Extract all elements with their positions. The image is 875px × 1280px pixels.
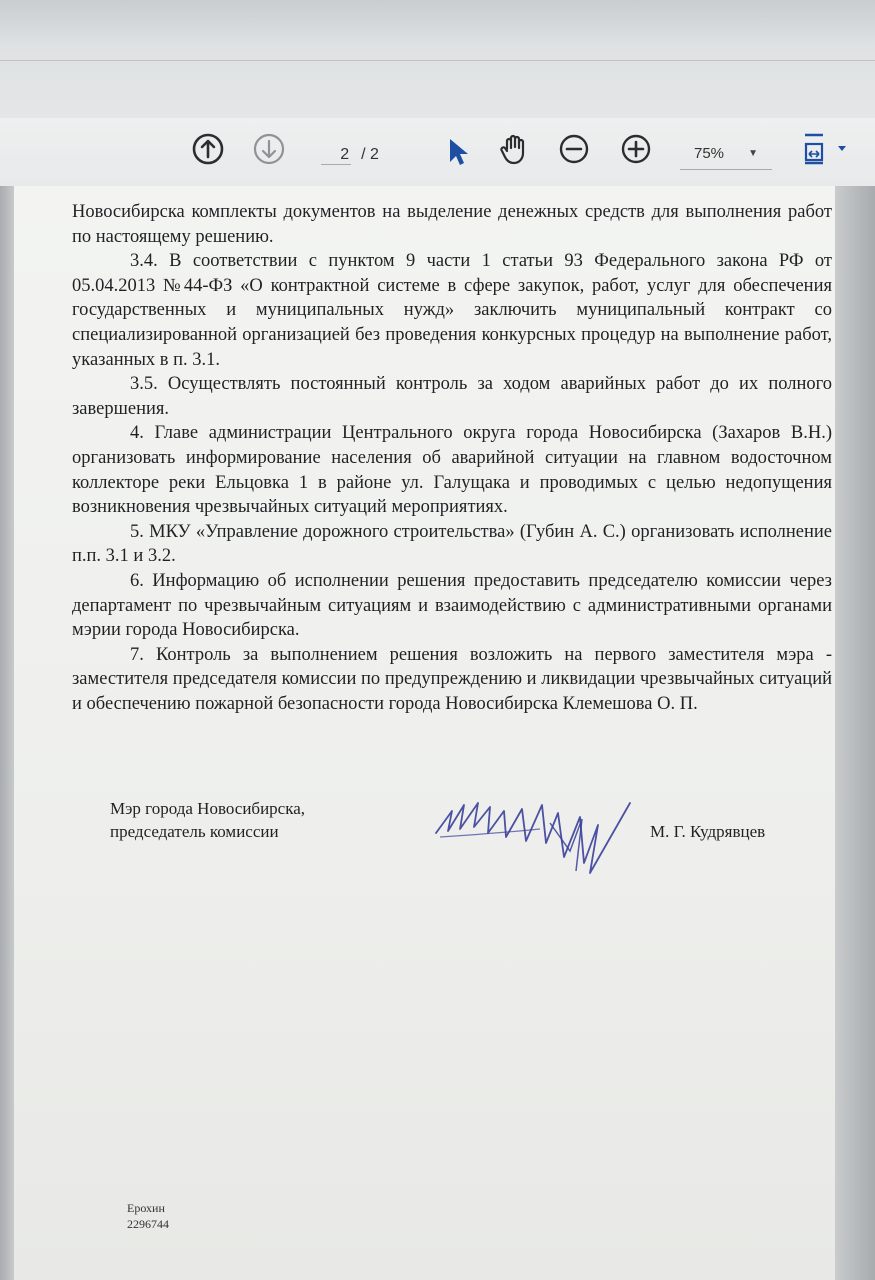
paragraph: 3.5. Осуществлять постоянный контроль за ходом аварийных работ до их полного завершения. — [72, 374, 832, 419]
executor-name: Ерохин — [127, 1201, 165, 1215]
signatory-name: М. Г. Кудрявцев — [650, 822, 766, 841]
paragraph: 6. Информацию об исполнении решения предоставить председателю комиссии через департамент по чрезвычайным ситуациям и взаимодействию с административными органами мэрии города Новосибирска. — [72, 570, 832, 641]
plus-circle-icon — [619, 132, 653, 166]
zoom-value: 75% — [694, 145, 725, 162]
signatory-title-line: председатель комиссии — [110, 822, 279, 841]
chevron-down-icon: ▼ — [748, 148, 758, 159]
zoom-out-button[interactable] — [557, 132, 591, 166]
viewer-scrollbar-area[interactable] — [835, 186, 875, 1280]
fit-page-button[interactable] — [799, 132, 851, 166]
hand-tool-button[interactable] — [498, 132, 532, 166]
top-gap — [0, 0, 875, 118]
next-page-button[interactable] — [252, 132, 286, 166]
page-indicator — [315, 140, 385, 170]
fit-page-icon — [799, 132, 851, 166]
executor-phone: 2296744 — [127, 1217, 169, 1231]
zoom-in-button[interactable] — [619, 132, 653, 166]
divider — [0, 60, 875, 61]
document-body — [72, 200, 832, 716]
paragraph: 3.4. В соответствии с пунктом 9 части 1 статьи 93 Федерального закона РФ от 05.04.2013 №44-ФЗ «О контрактной системе в сфере закупок, работ, услуг для обеспечения государственных и муниципальных нужд» заключить муниципальный контракт со специализированной организацией без проведения конкурсных процедур на выполнение работ, указанных в п. 3.1. — [72, 251, 832, 370]
signatory-title — [110, 797, 370, 843]
page-number-input[interactable] — [321, 146, 351, 165]
minus-circle-icon — [557, 132, 591, 166]
page-total: / 2 — [361, 146, 379, 163]
arrow-pointer-icon — [440, 134, 474, 168]
handwritten-signature — [430, 793, 640, 883]
zoom-dropdown[interactable] — [680, 138, 772, 170]
executor-note — [127, 1200, 169, 1232]
arrow-down-circle-icon — [252, 132, 286, 166]
paragraph: 5. МКУ «Управление дорожного строительства» (Губин А. С.) организовать исполнение п.п. 3.1 и 3.2. — [72, 521, 832, 567]
signatory-title-line: Мэр города Новосибирска, — [110, 799, 306, 818]
select-tool-button[interactable] — [440, 134, 474, 168]
viewer-left-margin — [0, 186, 14, 1280]
paragraph: 4. Главе администрации Центрального округа города Новосибирска (Захаров В.Н.) организовать информирование населения об аварийной ситуации на главном водосточном коллекторе реки Ельцовка 1 в районе ул. Галущака и проводимых с целью недопущения возникновения чрезвычайных ситуаций мероприятиях. — [72, 423, 832, 518]
previous-page-button[interactable] — [191, 132, 225, 166]
paragraph: Новосибирска комплекты документов на выделение денежных средств для выполнения работ по настоящему решению. — [72, 202, 832, 247]
arrow-up-circle-icon — [191, 132, 225, 166]
paragraph: 7. Контроль за выполнением решения возложить на первого заместителя мэра - заместителя председателя комиссии по предупреждению и ликвидации чрезвычайных ситуаций и обеспечению пожарной безопасности города Новосибирска Клемешова О. П. — [72, 644, 832, 714]
hand-icon — [498, 132, 532, 166]
